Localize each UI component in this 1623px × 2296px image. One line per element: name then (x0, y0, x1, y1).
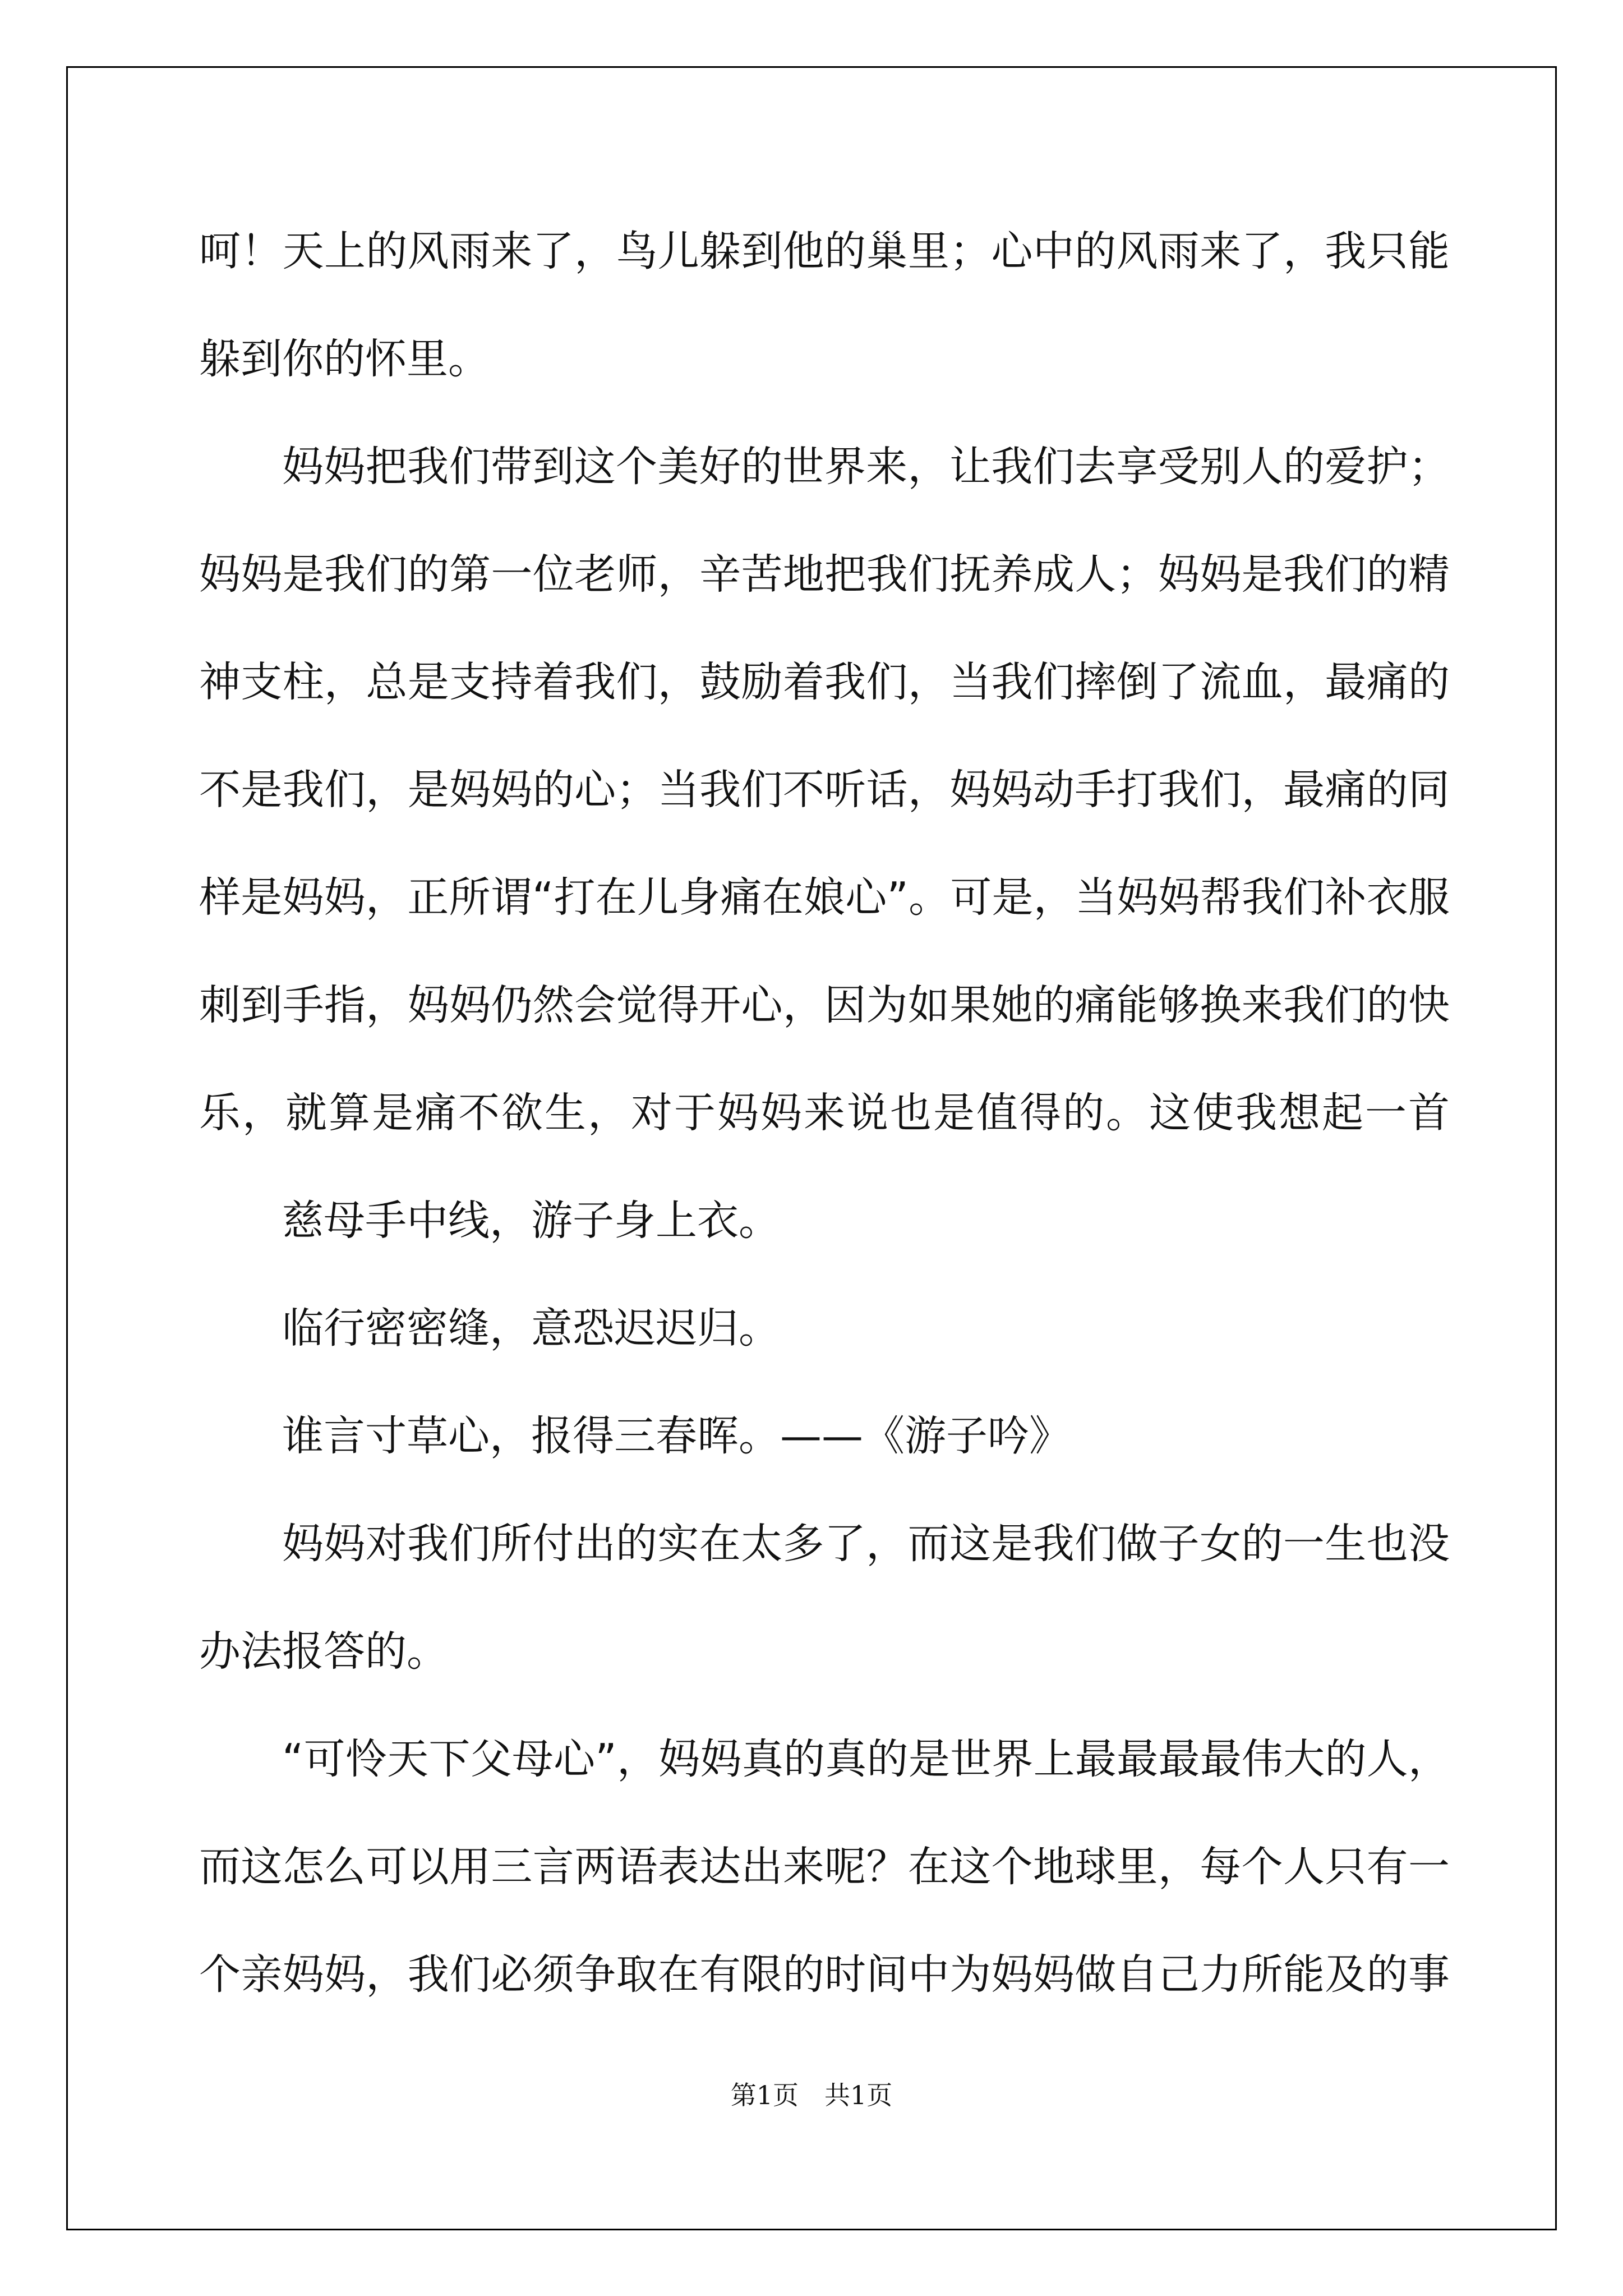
page-number-footer: 第1页 共1页 (730, 2080, 893, 2110)
text-line: 不是我们，是妈妈的心；当我们不听话，妈妈动手打我们，最痛的同 (199, 766, 1450, 814)
text-line: “可怜天下父母心”，妈妈真的真的是世界上最最最最伟大的人， (282, 1735, 1450, 1783)
poem-line: 慈母手中线，游子身上衣。 (282, 1197, 780, 1245)
text-line: 呵！天上的风雨来了，鸟儿躲到他的巢里；心中的风雨来了，我只能 (199, 227, 1450, 275)
text-line: 样是妈妈，正所谓“打在儿身痛在娘心”。可是，当妈妈帮我们补衣服 (199, 873, 1450, 922)
poem-line: 临行密密缝，意恐迟迟归。 (282, 1304, 780, 1352)
text-line: 乐，就算是痛不欲生，对于妈妈来说也是值得的。这使我想起一首 (199, 1089, 1450, 1137)
text-line: 躲到你的怀里。 (199, 335, 490, 383)
text-line: 妈妈是我们的第一位老师，辛苦地把我们抚养成人；妈妈是我们的精 (199, 550, 1450, 599)
text-line: 神支柱，总是支持着我们，鼓励着我们，当我们摔倒了流血，最痛的 (199, 658, 1450, 706)
document-body (199, 197, 1450, 2028)
poem-line: 谁言寸草心，报得三春晖。——《游子吟》 (282, 1412, 1071, 1460)
text-line: 妈妈把我们带到这个美好的世界来，让我们去享受别人的爱护； (282, 443, 1450, 491)
text-line: 刺到手指，妈妈仍然会觉得开心，因为如果她的痛能够换来我们的快 (199, 981, 1450, 1029)
text-line: 办法报答的。 (199, 1627, 448, 1676)
text-line: 而这怎么可以用三言两语表达出来呢？在这个地球里，每个人只有一 (199, 1843, 1450, 1891)
text-line: 个亲妈妈，我们必须争取在有限的时间中为妈妈做自己力所能及的事 (199, 1950, 1450, 1999)
text-line: 妈妈对我们所付出的实在太多了，而这是我们做子女的一生也没 (282, 1520, 1450, 1568)
